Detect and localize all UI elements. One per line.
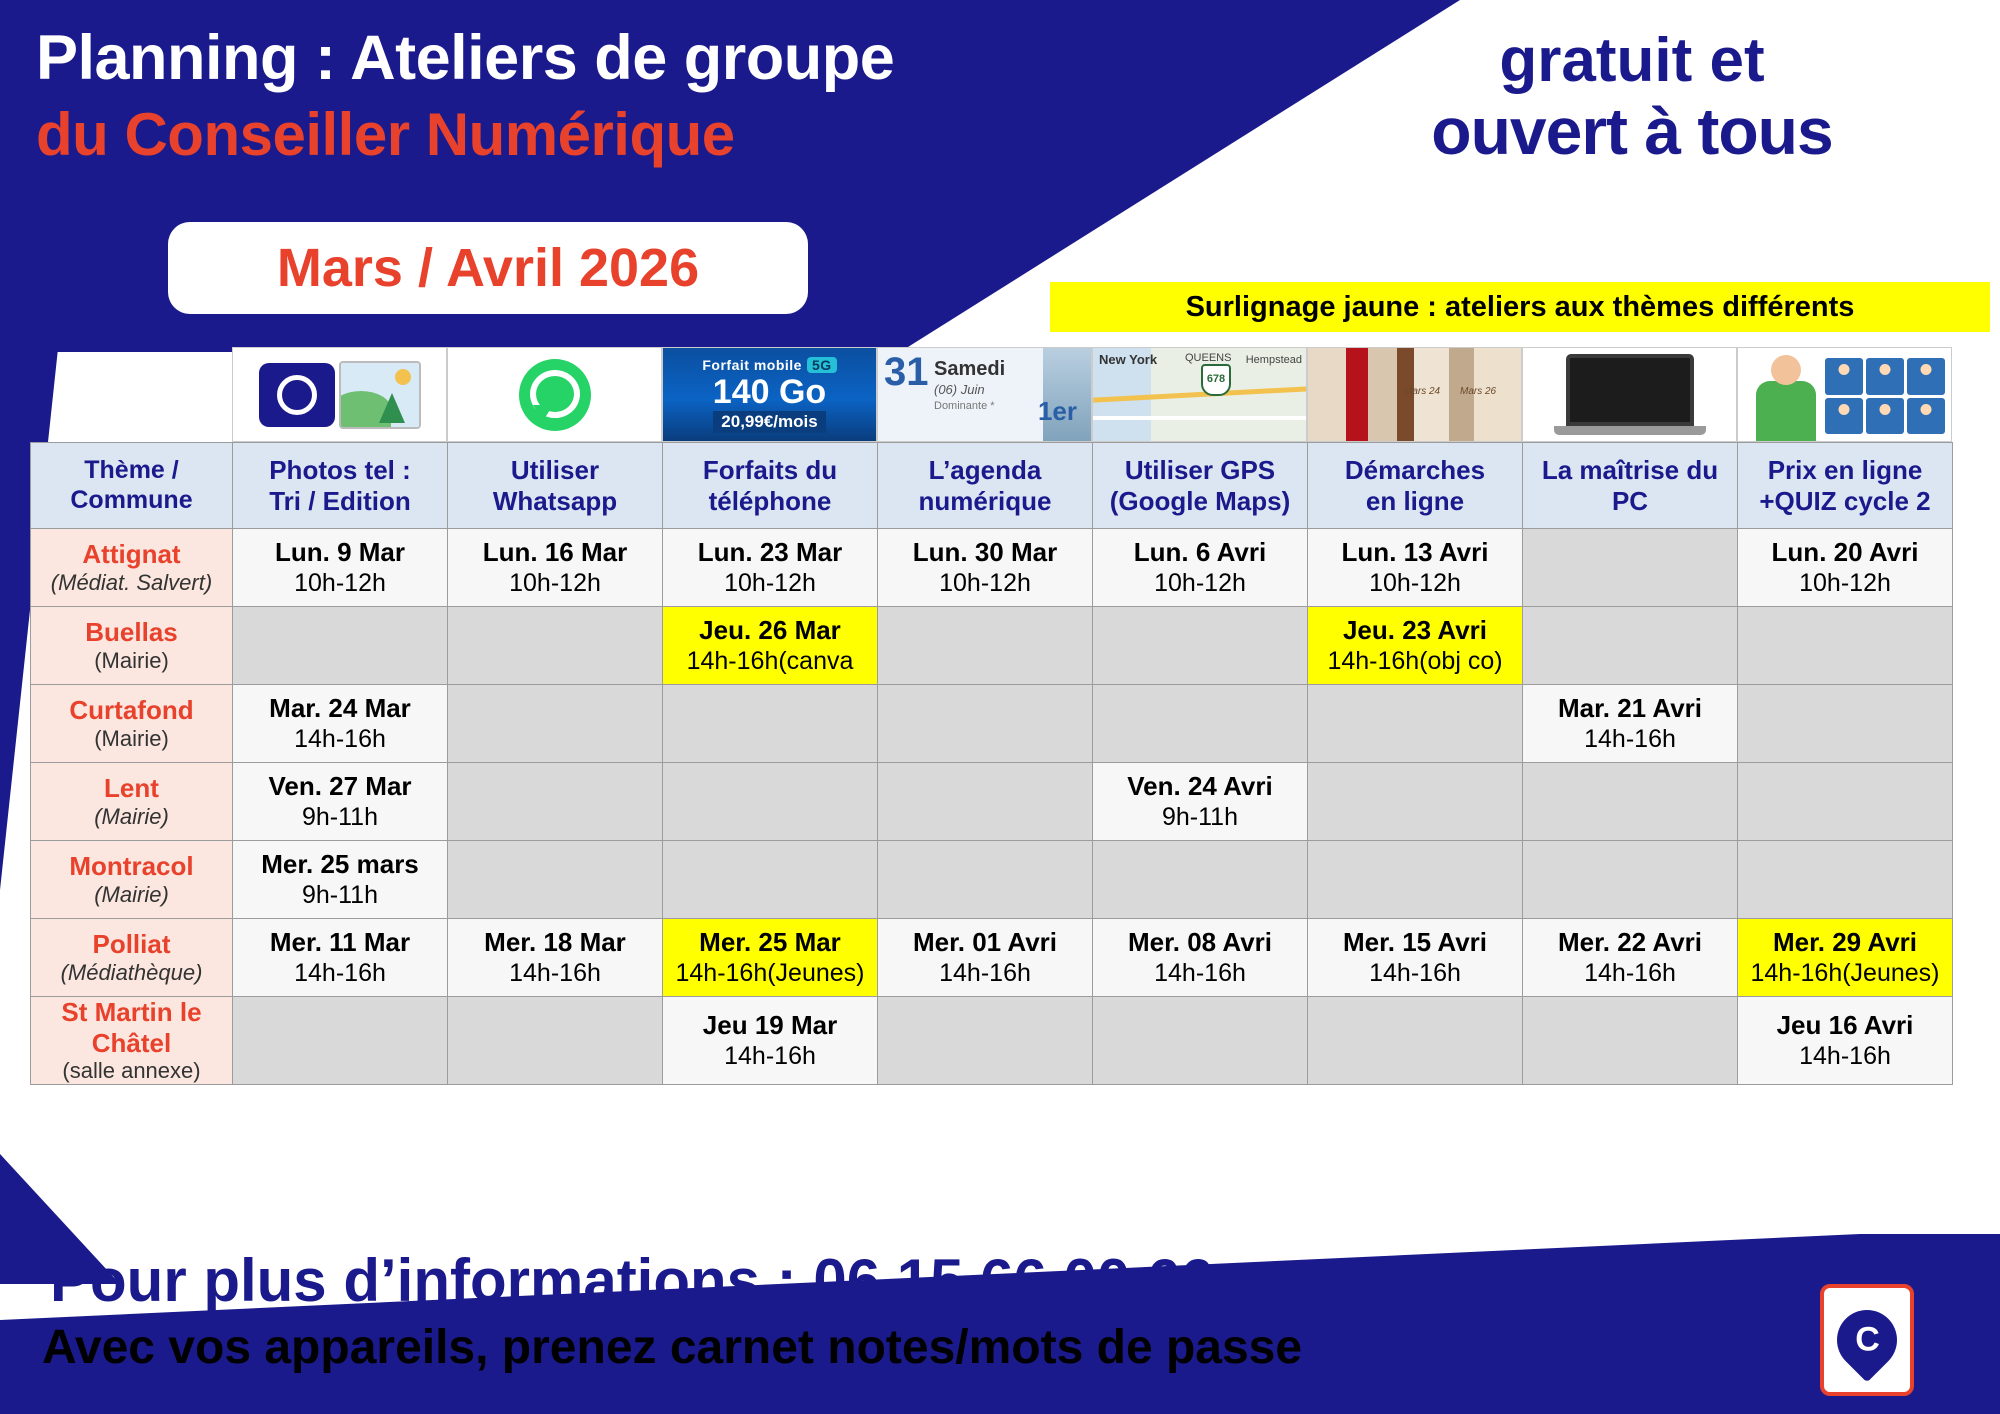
cell-date: Ven. 24 Avri — [1127, 770, 1273, 801]
column-header-theme-l2: Commune — [70, 485, 193, 514]
cell-time: 14h-16h — [1584, 725, 1676, 754]
cell-buellas-whatsapp — [448, 607, 663, 685]
page-subtitle: du Conseiller Numérique — [36, 101, 735, 168]
column-header-prix-quiz-l2: +QUIZ cycle 2 — [1759, 485, 1931, 516]
picture-icon — [339, 361, 421, 429]
cell-lent-photos — [233, 763, 448, 841]
camera-icon — [259, 363, 335, 427]
table-row — [31, 841, 1953, 919]
cell-time: 14h-16h — [724, 1042, 816, 1071]
books-label-1: Mars 24 — [1404, 386, 1441, 397]
logo-letter: C — [1854, 1320, 1880, 1359]
cell-date: Mer. 15 Avri — [1342, 926, 1488, 957]
laptop-icon — [1522, 347, 1737, 442]
poster-header — [0, 0, 2000, 345]
cell-date: Lun. 30 Mar — [912, 536, 1058, 567]
cell-curtafond-photos — [233, 685, 448, 763]
cell-attignat-pc — [1523, 529, 1738, 607]
cell-lent-gps — [1093, 763, 1308, 841]
cell-date: Lun. 6 Avri — [1133, 536, 1267, 567]
column-header-forfaits-l2: téléphone — [708, 485, 832, 516]
cell-polliat-forfaits — [663, 919, 878, 997]
cell-time: 14h-16h — [1584, 959, 1676, 988]
column-header-prix-quiz — [1738, 443, 1953, 529]
column-header-pc — [1523, 443, 1738, 529]
cell-lent-demarches — [1308, 763, 1523, 841]
commune-name: Lent — [104, 773, 159, 804]
date-badge-label: Mars / Avril 2026 — [276, 238, 700, 298]
map-route-shield: 678 — [1201, 364, 1231, 396]
cell-attignat-gps — [1093, 529, 1308, 607]
cell-time: 14h-16h — [1799, 1042, 1891, 1071]
cell-curtafond-agenda — [878, 685, 1093, 763]
cell-time: 10h-12h — [294, 569, 386, 598]
cell-date: Mer. 29 Avri — [1772, 926, 1918, 957]
agenda-day-number: 31 — [884, 350, 929, 394]
column-header-demarches — [1308, 443, 1523, 529]
map-city-label: New York — [1099, 352, 1158, 367]
commune-name: Buellas — [85, 617, 178, 648]
videoconference-icon — [1737, 347, 1952, 442]
column-header-photos-l2: Tri / Edition — [269, 485, 411, 516]
column-header-photos-l1: Photos tel : — [269, 454, 411, 485]
cell-time: 14h-16h(Jeunes) — [675, 959, 865, 988]
cell-time: 14h-16h — [939, 959, 1031, 988]
cell-time: 10h-12h — [1369, 569, 1461, 598]
schedule-table — [30, 442, 1953, 1085]
column-header-agenda-l2: numérique — [918, 485, 1052, 516]
cell-polliat-gps — [1093, 919, 1308, 997]
cell-date: Mer. 25 Mar — [699, 926, 841, 957]
table-row — [31, 685, 1953, 763]
cell-st-martin-forfaits — [663, 997, 878, 1085]
forfait-price-label: 20,99€/mois — [713, 411, 825, 433]
cell-polliat-pc — [1523, 919, 1738, 997]
map-town-label: Hempstead — [1245, 354, 1302, 366]
commune-venue: (Mairie) — [94, 803, 169, 829]
cell-time: 9h-11h — [1162, 803, 1238, 832]
cell-buellas-demarches — [1308, 607, 1523, 685]
cell-buellas-agenda — [878, 607, 1093, 685]
cell-lent-prix-quiz — [1738, 763, 1953, 841]
table-body — [31, 529, 1953, 1085]
cell-date: Mer. 08 Avri — [1127, 926, 1273, 957]
page-title: Planning : Ateliers de groupe — [36, 23, 895, 93]
contact-info: Pour plus d’informations : 06.15.66.00.66 — [50, 1247, 1214, 1314]
cell-polliat-whatsapp — [448, 919, 663, 997]
poster-footer — [0, 1224, 2000, 1414]
map-pin-icon — [1825, 1298, 1910, 1383]
cell-date: Jeu 19 Mar — [702, 1010, 838, 1041]
cell-buellas-pc — [1523, 607, 1738, 685]
photos-icon — [232, 347, 447, 442]
cell-date: Mer. 22 Avri — [1557, 926, 1703, 957]
advice-note: Avec vos appareils, prenez carnet notes/mots de passe — [42, 1321, 1303, 1374]
cell-st-martin-agenda — [878, 997, 1093, 1085]
column-header-whatsapp-l1: Utiliser — [510, 454, 600, 485]
whatsapp-icon — [447, 347, 662, 442]
cell-buellas-prix-quiz — [1738, 607, 1953, 685]
cell-st-martin-pc — [1523, 997, 1738, 1085]
cell-date: Mer. 11 Mar — [269, 926, 411, 957]
cell-date: Lun. 13 Avri — [1341, 536, 1489, 567]
books-label-2: Mars 26 — [1460, 386, 1497, 397]
cell-date: Ven. 27 Mar — [268, 770, 412, 801]
row-commune-st-martin-le-chatel — [31, 997, 233, 1085]
commune-venue: (salle annexe) — [62, 1058, 201, 1084]
cell-st-martin-gps — [1093, 997, 1308, 1085]
cell-time: 14h-16h — [1369, 959, 1461, 988]
cell-st-martin-photos — [233, 997, 448, 1085]
commune-name: St Martin le Châtel — [61, 997, 202, 1058]
cell-attignat-agenda — [878, 529, 1093, 607]
cell-lent-pc — [1523, 763, 1738, 841]
table-row — [31, 997, 1953, 1085]
row-commune-buellas — [31, 607, 233, 685]
cell-buellas-forfaits — [663, 607, 878, 685]
column-header-forfaits-l1: Forfaits du — [702, 454, 838, 485]
cell-time: 9h-11h — [302, 881, 378, 910]
column-header-gps-l1: Utiliser GPS — [1124, 454, 1276, 485]
commune-venue: (Médiathèque) — [60, 959, 203, 985]
cell-time: 14h-16h — [1154, 959, 1246, 988]
cell-time: 10h-12h — [1154, 569, 1246, 598]
conseiller-numerique-logo — [1820, 1284, 1914, 1396]
cell-date: Lun. 9 Mar — [274, 536, 405, 567]
cell-time: 9h-11h — [302, 803, 378, 832]
cell-date: Mar. 24 Mar — [269, 692, 411, 723]
cell-montracol-pc — [1523, 841, 1738, 919]
cell-st-martin-whatsapp — [448, 997, 663, 1085]
cell-curtafond-forfaits — [663, 685, 878, 763]
cell-date: Jeu. 26 Mar — [699, 614, 841, 645]
column-header-whatsapp — [448, 443, 663, 529]
cell-date: Lun. 20 Avri — [1771, 536, 1919, 567]
date-badge — [168, 222, 808, 314]
books-icon — [1307, 347, 1522, 442]
column-header-theme-l1: Thème / — [84, 456, 179, 484]
column-header-agenda — [878, 443, 1093, 529]
cell-attignat-whatsapp — [448, 529, 663, 607]
cell-time: 10h-12h — [509, 569, 601, 598]
commune-venue: (Mairie) — [94, 647, 169, 673]
cell-attignat-forfaits — [663, 529, 878, 607]
column-header-gps — [1093, 443, 1308, 529]
cell-attignat-photos — [233, 529, 448, 607]
tagline-line-1: gratuit et — [1499, 26, 1765, 95]
cell-curtafond-demarches — [1308, 685, 1523, 763]
column-header-gps-l2: (Google Maps) — [1109, 485, 1291, 516]
cell-montracol-forfaits — [663, 841, 878, 919]
cell-date: Jeu. 23 Avri — [1342, 614, 1488, 645]
table-row — [31, 607, 1953, 685]
cell-date: Mer. 01 Avri — [912, 926, 1058, 957]
agenda-icon — [877, 347, 1092, 442]
cell-montracol-demarches — [1308, 841, 1523, 919]
tagline-line-2: ouvert à tous — [1431, 94, 1833, 169]
cell-time: 10h-12h — [1799, 569, 1891, 598]
column-header-demarches-l1: Démarches — [1344, 454, 1486, 485]
table-row — [31, 763, 1953, 841]
map-area-label: QUEENS — [1185, 352, 1232, 364]
cell-st-martin-demarches — [1308, 997, 1523, 1085]
cell-date: Mar. 21 Avri — [1557, 692, 1703, 723]
theme-icon-strip — [232, 347, 1952, 442]
cell-buellas-gps — [1093, 607, 1308, 685]
legend-highlight-label: Surlignage jaune : ateliers aux thèmes différents — [1185, 290, 1855, 323]
commune-name: Curtafond — [69, 695, 194, 726]
cell-montracol-gps — [1093, 841, 1308, 919]
column-header-pc-l1: La maîtrise du — [1541, 454, 1719, 485]
cell-date: Mer. 25 mars — [261, 848, 419, 879]
column-header-pc-l2: PC — [1611, 485, 1649, 516]
cell-time: 14h-16h(Jeunes) — [1750, 959, 1940, 988]
tagline — [1282, 26, 1982, 169]
row-commune-curtafond — [31, 685, 233, 763]
cell-attignat-demarches — [1308, 529, 1523, 607]
cell-time: 14h-16h(obj co) — [1327, 647, 1503, 676]
cell-polliat-photos — [233, 919, 448, 997]
cell-montracol-photos — [233, 841, 448, 919]
column-header-theme — [31, 443, 233, 529]
cell-lent-whatsapp — [448, 763, 663, 841]
agenda-month: (06) Juin — [934, 382, 985, 397]
row-commune-polliat — [31, 919, 233, 997]
cell-curtafond-whatsapp — [448, 685, 663, 763]
row-commune-montracol — [31, 841, 233, 919]
cell-buellas-photos — [233, 607, 448, 685]
cell-time: 14h-16h — [294, 725, 386, 754]
cell-curtafond-gps — [1093, 685, 1308, 763]
cell-curtafond-prix-quiz — [1738, 685, 1953, 763]
commune-name: Attignat — [82, 539, 181, 570]
commune-venue: (Médiat. Salvert) — [50, 569, 213, 595]
cell-date: Jeu 16 Avri — [1776, 1010, 1914, 1041]
column-header-agenda-l1: L’agenda — [928, 454, 1042, 485]
map-icon — [1092, 347, 1307, 442]
row-commune-attignat — [31, 529, 233, 607]
forfait-5g-badge: 5G — [807, 357, 837, 373]
forfait-top-label: Forfait mobile — [702, 356, 802, 373]
column-header-whatsapp-l2: Whatsapp — [492, 485, 618, 516]
cell-polliat-agenda — [878, 919, 1093, 997]
cell-time: 10h-12h — [724, 569, 816, 598]
agenda-weekday: Samedi — [934, 358, 1006, 380]
cell-lent-forfaits — [663, 763, 878, 841]
cell-montracol-agenda — [878, 841, 1093, 919]
cell-date: Lun. 23 Mar — [697, 536, 843, 567]
cell-time: 14h-16h — [509, 959, 601, 988]
agenda-note: Dominante * — [934, 400, 995, 412]
table-row — [31, 529, 1953, 607]
cell-lent-agenda — [878, 763, 1093, 841]
cell-time: 10h-12h — [939, 569, 1031, 598]
cell-curtafond-pc — [1523, 685, 1738, 763]
cell-date: Lun. 16 Mar — [482, 536, 628, 567]
row-commune-lent — [31, 763, 233, 841]
commune-venue: (Mairie) — [94, 881, 169, 907]
table-header-row — [31, 443, 1953, 529]
cell-polliat-prix-quiz — [1738, 919, 1953, 997]
cell-montracol-prix-quiz — [1738, 841, 1953, 919]
commune-name: Polliat — [92, 929, 171, 960]
legend-highlight-note — [1050, 282, 1990, 332]
cell-polliat-demarches — [1308, 919, 1523, 997]
cell-time: 14h-16h — [294, 959, 386, 988]
column-header-demarches-l2: en ligne — [1365, 485, 1465, 516]
commune-venue: (Mairie) — [94, 725, 169, 751]
cell-date: Mer. 18 Mar — [484, 926, 626, 957]
cell-attignat-prix-quiz — [1738, 529, 1953, 607]
forfait-data-label: 140 Go — [712, 372, 827, 411]
cell-time: 14h-16h(canva — [686, 647, 854, 676]
cell-st-martin-prix-quiz — [1738, 997, 1953, 1085]
table-row — [31, 919, 1953, 997]
column-header-prix-quiz-l1: Prix en ligne — [1767, 454, 1923, 485]
cell-montracol-whatsapp — [448, 841, 663, 919]
column-header-forfaits — [663, 443, 878, 529]
column-header-photos — [233, 443, 448, 529]
agenda-first-label: 1er — [1037, 396, 1077, 426]
commune-name: Montracol — [69, 851, 194, 882]
forfait-mobile-icon — [662, 347, 877, 442]
